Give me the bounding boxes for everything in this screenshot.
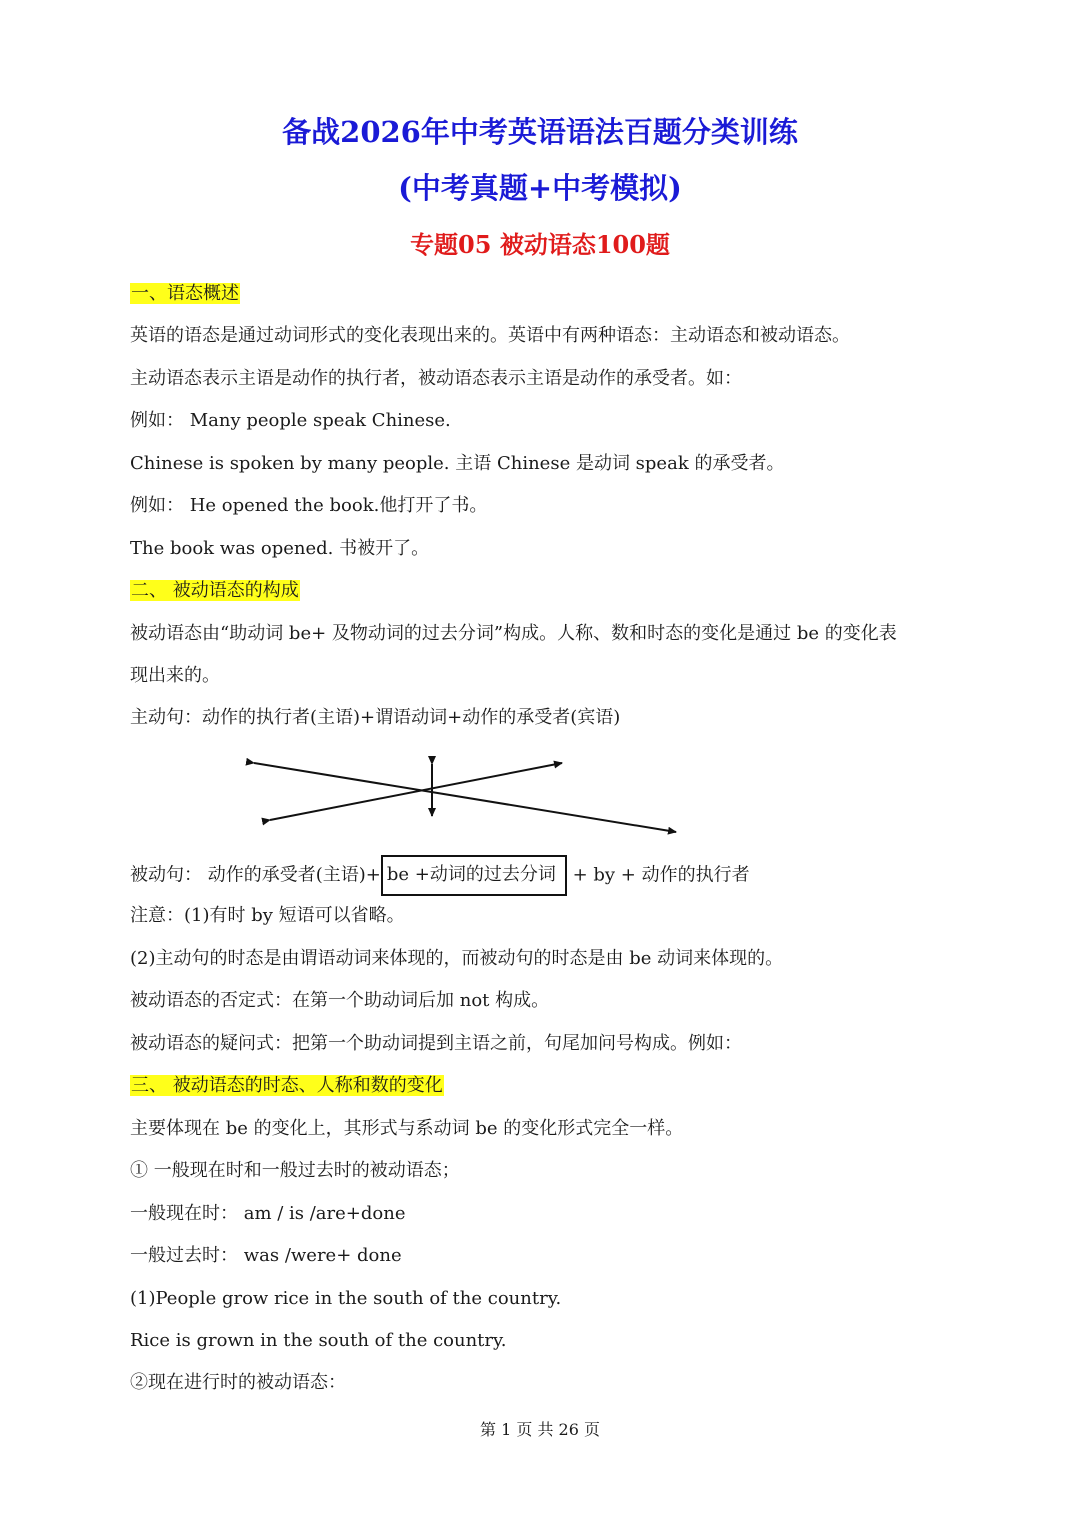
section-3-heading bbox=[130, 1072, 444, 1100]
s3-simple-past: 一般过去时： was /were+ done bbox=[130, 1245, 402, 1266]
s2-note-2: (2)主动句的时态是由谓语动词来体现的，而被动句的时态是由 be 动词来体现的。 bbox=[130, 948, 784, 969]
section-1-heading-text: 一、语态概述 bbox=[131, 283, 239, 304]
diagram-arrow-right-to-left bbox=[270, 763, 562, 820]
page-number: 第 1 页 共 26 页 bbox=[480, 1420, 600, 1439]
s2-negative-form: 被动语态的否定式：在第一个助动词后加 not 构成。 bbox=[130, 990, 550, 1011]
section-2-heading bbox=[130, 577, 300, 605]
s2-note-1: 注意：(1)有时 by 短语可以省略。 bbox=[130, 905, 405, 926]
s2-paragraph-1: 被动语态由“助动词 be+ 及物动词的过去分词”构成。人称、数和时态的变化是通过 be 的变化表 bbox=[130, 623, 897, 644]
s1-example-2-passive: The book was opened. 书被开了。 bbox=[130, 538, 430, 559]
active-passive-diagram bbox=[240, 750, 700, 850]
s1-example-2: 例如： He opened the book.他打开了书。 bbox=[130, 495, 488, 516]
s1-paragraph-1: 英语的语态是通过动词形式的变化表现出来的。英语中有两种语态：主动语态和被动语态。 bbox=[130, 325, 850, 346]
s3-simple-present: 一般现在时： am / is /are+done bbox=[130, 1203, 406, 1224]
s3-item-2: ②现在进行时的被动语态： bbox=[130, 1372, 346, 1393]
s3-paragraph-1: 主要体现在 be 的变化上，其形式与系动词 be 的变化形式完全一样。 bbox=[130, 1118, 684, 1139]
s2-paragraph-2: 现出来的。 bbox=[130, 665, 220, 686]
passive-prefix: 被动句： 动作的承受者(主语)+ bbox=[130, 864, 381, 886]
section-3-heading-text: 三、 被动语态的时态、人称和数的变化 bbox=[131, 1075, 443, 1096]
passive-formula-box: be +动词的过去分词 bbox=[381, 855, 567, 896]
page-title-line1: 备战2026年中考英语语法百题分类训练 bbox=[282, 115, 798, 149]
s3-example-active: (1)People grow rice in the south of the country. bbox=[130, 1288, 562, 1309]
s2-question-form: 被动语态的疑问式：把第一个助动词提到主语之前，句尾加问号构成。例如： bbox=[130, 1033, 742, 1054]
s2-passive-sentence bbox=[130, 855, 750, 896]
page-title-line2: (中考真题+中考模拟) bbox=[398, 171, 682, 205]
s1-paragraph-2: 主动语态表示主语是动作的执行者，被动语态表示主语是动作的承受者。如： bbox=[130, 368, 742, 389]
s3-item-1: ① 一般现在时和一般过去时的被动语态； bbox=[130, 1160, 460, 1181]
section-2-heading-text: 二、 被动语态的构成 bbox=[131, 580, 299, 601]
page-subtitle: 专题05 被动语态100题 bbox=[410, 230, 670, 259]
s2-active-sentence: 主动句：动作的执行者(主语)+谓语动词+动作的承受者(宾语) bbox=[130, 707, 621, 728]
s1-example-1: 例如： Many people speak Chinese. bbox=[130, 410, 451, 431]
passive-suffix: + by + 动作的执行者 bbox=[566, 864, 750, 886]
section-1-heading bbox=[130, 280, 240, 308]
diagram-arrow-left-to-right bbox=[254, 763, 676, 832]
s1-example-1-passive: Chinese is spoken by many people. 主语 Chinese 是动词 speak 的承受者。 bbox=[130, 453, 785, 474]
s3-example-passive: Rice is grown in the south of the country. bbox=[130, 1330, 507, 1351]
